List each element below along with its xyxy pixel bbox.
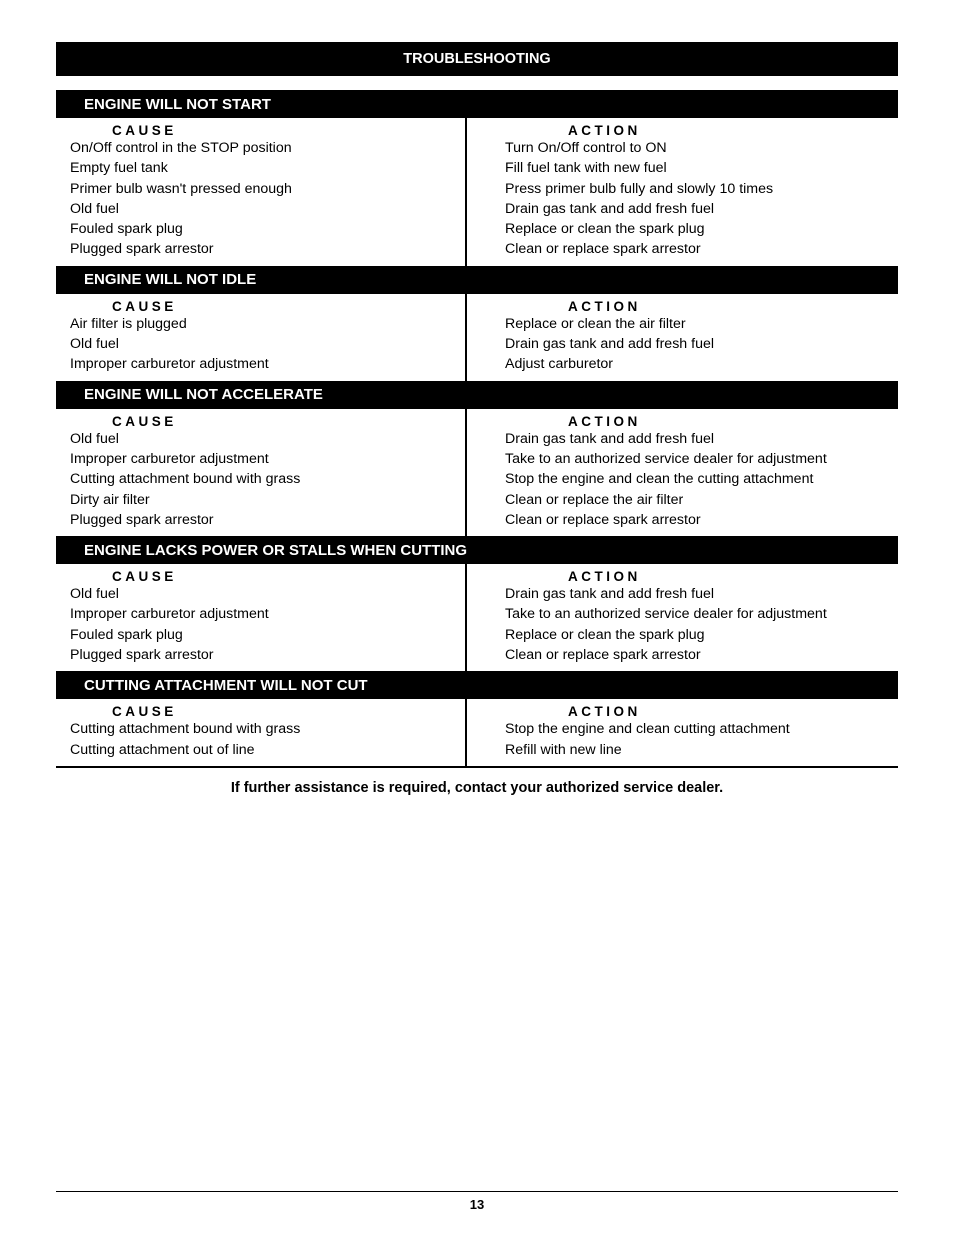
cause-column (56, 294, 466, 381)
cause-item: Primer bulb wasn't pressed enough (70, 180, 292, 197)
cause-item: Fouled spark plug (70, 221, 183, 238)
footer-divider (56, 1191, 898, 1192)
cause-item: Plugged spark arrestor (70, 647, 214, 664)
cause-item: Old fuel (70, 336, 119, 353)
cause-item: Cutting attachment bound with grass (70, 721, 301, 738)
action-column (466, 699, 898, 766)
action-item: Stop the engine and clean the cutting attachment (505, 471, 814, 488)
cause-item: Air filter is plugged (70, 315, 187, 332)
cause-item: Improper carburetor adjustment (70, 606, 269, 623)
action-column (466, 564, 898, 671)
cause-column-heading: CAUSE (112, 413, 177, 429)
cause-item: Cutting attachment out of line (70, 741, 255, 758)
cause-item: Improper carburetor adjustment (70, 450, 269, 467)
action-item: Clean or replace the air filter (505, 491, 684, 508)
action-item: Drain gas tank and add fresh fuel (505, 430, 715, 447)
cause-column-heading: CAUSE (112, 704, 177, 720)
section-heading: ENGINE WILL NOT START (56, 90, 898, 118)
action-item: Adjust carburetor (505, 356, 614, 373)
section-body (56, 564, 898, 671)
cause-column (56, 699, 466, 766)
action-item: Press primer bulb fully and slowly 10 times (505, 180, 774, 197)
cause-item: Fouled spark plug (70, 626, 183, 643)
action-item: Replace or clean the spark plug (505, 626, 705, 643)
action-item: Refill with new line (505, 741, 622, 758)
section-heading: ENGINE WILL NOT IDLE (56, 266, 898, 294)
action-column-heading: ACTION (568, 298, 641, 314)
action-column (466, 118, 898, 266)
cause-item: Old fuel (70, 586, 119, 603)
cause-column (56, 118, 466, 266)
cause-item: On/Off control in the STOP position (70, 140, 292, 156)
cause-column-heading: CAUSE (112, 569, 177, 585)
troubleshooting-table (56, 90, 898, 768)
page-number: 13 (469, 1197, 485, 1212)
action-item: Stop the engine and clean cutting attachment (505, 721, 790, 738)
action-column-heading: ACTION (568, 569, 641, 585)
action-item: Take to an authorized service dealer for adjustment (505, 606, 827, 623)
action-column-heading: ACTION (568, 413, 641, 429)
action-column-heading: ACTION (568, 704, 641, 720)
page-title: TROUBLESHOOTING (56, 42, 898, 76)
action-item: Clean or replace spark arrestor (505, 511, 701, 528)
table-bottom-rule (56, 766, 898, 768)
action-item: Drain gas tank and add fresh fuel (505, 586, 715, 603)
action-item: Drain gas tank and add fresh fuel (505, 336, 715, 353)
cause-column-heading: CAUSE (112, 123, 177, 138)
action-item: Fill fuel tank with new fuel (505, 160, 667, 177)
cause-item: Plugged spark arrestor (70, 511, 214, 528)
action-column (466, 409, 898, 536)
section-heading: ENGINE LACKS POWER OR STALLS WHEN CUTTING (56, 536, 898, 564)
section-body (56, 699, 898, 766)
footer-note: If further assistance is required, contact your authorized service dealer. (230, 780, 724, 796)
cause-item: Plugged spark arrestor (70, 241, 214, 258)
cause-item: Improper carburetor adjustment (70, 356, 269, 373)
action-column-heading: ACTION (568, 123, 641, 138)
cause-column-heading: CAUSE (112, 298, 177, 314)
cause-item: Cutting attachment bound with grass (70, 471, 301, 488)
section-heading: CUTTING ATTACHMENT WILL NOT CUT (56, 671, 898, 699)
cause-item: Empty fuel tank (70, 160, 168, 177)
cause-column (56, 564, 466, 671)
cause-item: Old fuel (70, 430, 119, 447)
cause-item: Old fuel (70, 200, 119, 217)
action-item: Replace or clean the air filter (505, 315, 686, 332)
action-item: Drain gas tank and add fresh fuel (505, 200, 715, 217)
action-item: Clean or replace spark arrestor (505, 241, 701, 258)
action-item: Take to an authorized service dealer for adjustment (505, 450, 827, 467)
section-body (56, 118, 898, 266)
action-item: Turn On/Off control to ON (505, 140, 667, 156)
cause-column (56, 409, 466, 536)
cause-item: Dirty air filter (70, 491, 150, 508)
section-body (56, 294, 898, 381)
section-body (56, 409, 898, 536)
action-item: Clean or replace spark arrestor (505, 647, 701, 664)
section-heading: ENGINE WILL NOT ACCELERATE (56, 381, 898, 409)
action-column (466, 294, 898, 381)
action-item: Replace or clean the spark plug (505, 221, 705, 238)
